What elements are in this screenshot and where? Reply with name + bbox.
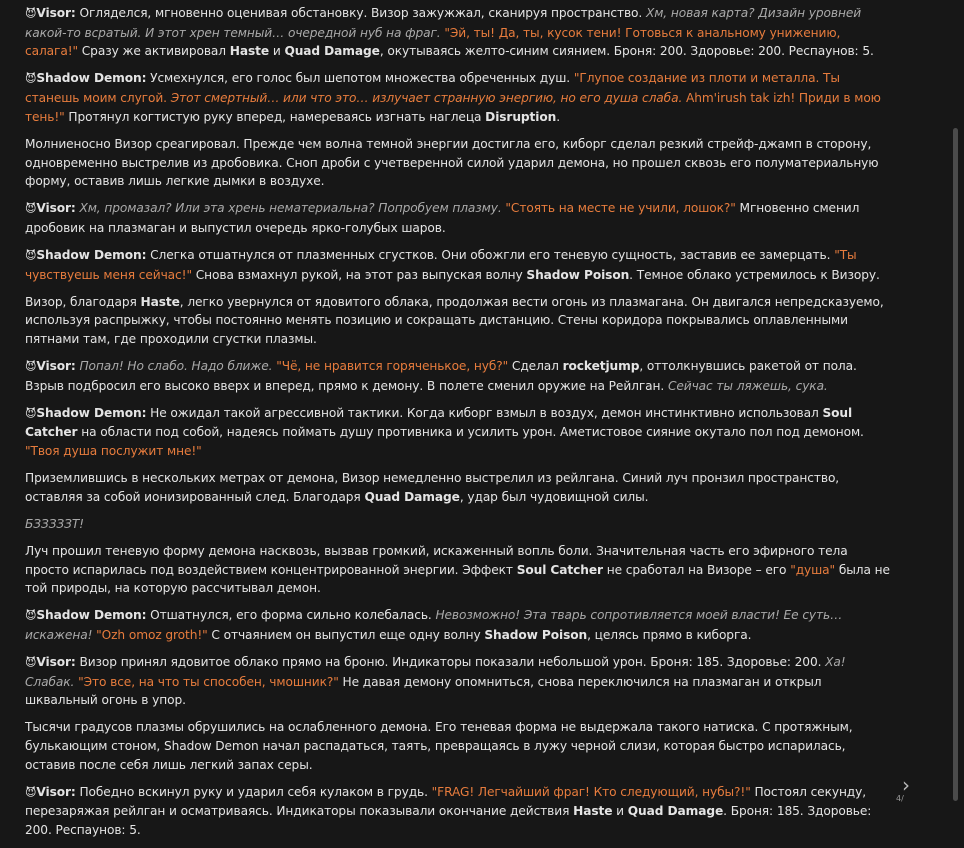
- narration-text: Сразу же активировал: [78, 44, 230, 59]
- narration-text: , удар был чудовищной силы.: [459, 489, 649, 504]
- demon-avatar-icon: 😈: [25, 609, 37, 623]
- bold-term: Haste: [573, 804, 613, 819]
- thought-text: БЗЗЗЗЗТ!: [25, 516, 84, 531]
- visor-avatar-icon: 😈: [25, 785, 37, 799]
- narration-text: Огляделся, мгновенно оценивая обстановку. Визор зажужжал, сканируя пространство.: [75, 6, 646, 20]
- speaker-name: Shadow Demon:: [36, 71, 147, 86]
- story-paragraph: [25, 199, 895, 237]
- demon-avatar-icon: 😈: [25, 406, 37, 420]
- chevron-right-icon[interactable]: ›: [902, 773, 910, 797]
- narration-text: была не той природы, на которую рассчитывал демон.: [25, 562, 890, 596]
- thought-text: Попал! Но слабо. Надо ближе.: [79, 359, 273, 374]
- scrollbar-thumb[interactable]: [953, 128, 958, 801]
- narration-text: Тысячи градусов плазмы обрушились на ослабленного демона. Его теневая форма не выдержала такого натиска. С протяжным, булькающим стоном, Shadow Demon начал распадаться, таять, превращаясь в лужу черной слизи, которая быстро испарилась, оставив после себя лишь легкий запах серы.: [25, 720, 853, 772]
- narration-text: и: [269, 44, 285, 59]
- narration-text: , легко увернулся от ядовитого облака, продолжая вести огонь из плазмагана. Он двигался непредсказуемо, используя распрыжку, чтобы постоянно менять позицию и сокращать дистанцию. Стены коридора покрывались оплавленными пятнами там, где проходили сгустки плазмы.: [25, 294, 884, 347]
- speaker-name: Shadow Demon:: [36, 247, 147, 262]
- narration-text: Снова взмахнул рукой, на этот раз выпуская волну: [191, 267, 527, 282]
- narration-text: не сработал на Визоре – его: [602, 562, 791, 577]
- narration-text: Усмехнулся, его голос был шепотом множества обреченных душ.: [146, 71, 574, 86]
- narration-text: Не давая демону опомниться, снова переключился на плазмаган и открыл шквальный огонь в упор.: [25, 674, 822, 708]
- narration-text: Победно вскинул руку и ударил себя кулаком в грудь.: [75, 784, 432, 799]
- thought-text: Сейчас ты ляжешь, сука.: [667, 378, 828, 393]
- narration-text: , оттолкнувшись ракетой от пола. Взрыв подбросил его высоко вверх и вперед, прямо к демону. В полете сменил оружие на Рейлган.: [25, 359, 857, 393]
- dialogue-quote-italic: Этот смертный… или что это… излучает странную энергию, но его душа слаба.: [170, 91, 683, 106]
- narration-text: Приземлившись в нескольких метрах от демона, Визор немедленно выстрелил из рейлгана. Синий луч пронзил пространство, оставляя за собой ионизированный след. Благодаря: [25, 471, 840, 504]
- scrollbar[interactable]: [951, 0, 964, 801]
- bold-term: Quad Damage: [627, 804, 724, 819]
- narration-text: Слегка отшатнулся от плазменных сгустков. Они обожгли его теневую сущность, заставив ее замерцать.: [146, 247, 835, 262]
- thought-text: Невозможно! Эта тварь сопротивляется моей власти! Ее суть… искажена!: [25, 608, 843, 642]
- narration-text: Мгновенно сменил дробовик на плазмаган и выпустил очередь ярко-голубых шаров.: [25, 201, 860, 235]
- story-paragraph: [25, 606, 895, 644]
- story-content: [25, 4, 895, 848]
- narration-text: . Броня: 185. Здоровье: 200. Респаунов: 5.: [25, 804, 872, 838]
- dialogue-quote: "душа": [790, 562, 836, 577]
- narration-text: Протянул когтистую руку вперед, намереваясь изгнать наглеца: [64, 109, 486, 124]
- bold-term: rocketjump: [562, 359, 640, 374]
- story-paragraph: [25, 515, 895, 534]
- narration-text: Не ожидал такой агрессивной тактики. Когда киборг взмыл в воздух, демон инстинктивно использовал: [146, 405, 823, 420]
- demon-avatar-icon: 😈: [25, 72, 37, 86]
- thought-text: Ха! Слабак.: [25, 654, 846, 689]
- bold-term: Quad Damage: [364, 489, 460, 504]
- narration-text: С отчаянием он выпустил еще одну волну: [207, 627, 485, 642]
- dialogue-quote: "Эй, ты! Да, ты, кусок тени! Готовься к анальному унижению, салага!": [25, 25, 841, 59]
- dialogue-quote: "Твоя душа послужит мне!": [25, 444, 202, 459]
- narration-text: Визор, благодаря: [25, 294, 141, 309]
- story-paragraph: [25, 135, 895, 191]
- narration-text: Визор принял ядовитое облако прямо на броню. Индикаторы показали небольшой урон. Броня: 185. Здоровье: 200.: [75, 654, 826, 669]
- bold-term: Quad Damage: [284, 44, 380, 59]
- dialogue-quote: "FRAG! Легчайший фраг! Кто следующий, нубы?!": [431, 784, 751, 799]
- bold-term: Shadow Poison: [526, 267, 630, 282]
- dialogue-quote: "Глупое создание из плоти и металла. Ты станешь моим слугой.: [25, 71, 840, 106]
- narration-text: Луч прошил теневую форму демона насквозь, вызвав громкий, искаженный вопль боли. Значительная часть его эфирного тела просто испарилась под воздействием концентрированной энергии. Эффект: [25, 543, 848, 577]
- speaker-name: Visor:: [36, 784, 76, 799]
- dialogue-quote: "Это все, на что ты способен, чмошник?": [78, 674, 339, 689]
- narration-text: Молниеносно Визор среагировал. Прежде чем волна темной энергии достигла его, киборг сделал резкий стрейф-джамп в сторону, одновременно выстрелив из дробовика. Сноп дроби с учетверенной силой ударил демона, но прошел сквозь его полуматериальную форму, оставив лишь легкие дымки в воздухе.: [25, 136, 879, 189]
- story-paragraph: [25, 4, 895, 61]
- narration-text: . Темное облако устремилось к Визору.: [629, 267, 880, 282]
- visor-avatar-icon: 😈: [25, 7, 37, 20]
- thought-text: Хм, новая карта? Дизайн уровней какой-то всратый. И этот хрен темный… очередной нуб на фраг.: [25, 6, 862, 40]
- story-paragraph: [25, 469, 895, 506]
- speaker-name: Visor:: [36, 201, 76, 216]
- speaker-name: Visor:: [36, 654, 76, 669]
- narration-text: Постоял секунду, перезаряжая рейлган и осматриваясь. Индикаторы показывали окончание действия: [25, 784, 867, 819]
- demon-avatar-icon: 😈: [25, 248, 37, 262]
- dialogue-quote: "Ozh omoz groth!": [96, 627, 208, 642]
- bold-term: Haste: [229, 44, 270, 59]
- narration-text: на области под собой, надеясь поймать душу противника и усилить урон. Аметистовое сияние окутало пол под демоном.: [77, 425, 864, 440]
- bold-term: Shadow Poison: [484, 627, 588, 642]
- story-paragraph: [25, 404, 895, 461]
- story-paragraph: [25, 246, 895, 284]
- story-paragraph: [25, 69, 895, 126]
- bold-term: Disruption: [485, 109, 557, 124]
- narration-text: .: [556, 109, 560, 124]
- narration-text: Отшатнулся, его форма сильно колебалась.: [146, 608, 436, 623]
- narration-text: и: [612, 804, 628, 819]
- visor-avatar-icon: 😈: [25, 202, 37, 216]
- story-paragraph: [25, 293, 895, 349]
- narration-text: , целясь прямо в киборга.: [587, 627, 752, 642]
- dialogue-quote: "Ты чувствуешь меня сейчас!": [25, 247, 857, 282]
- story-paragraph: [25, 542, 895, 598]
- dialogue-quote: "Чё, не нравится горяченькое, нуб?": [276, 359, 509, 374]
- speaker-name: Visor:: [36, 6, 76, 20]
- speaker-name: Shadow Demon:: [36, 608, 147, 623]
- story-paragraph: [25, 653, 895, 710]
- visor-avatar-icon: 😈: [25, 360, 37, 374]
- page-indicator: 4/: [896, 794, 904, 803]
- speaker-name: Visor:: [36, 359, 76, 374]
- dialogue-quote: "Стоять на месте не учили, лошок?": [505, 201, 736, 216]
- story-paragraph: [25, 718, 895, 774]
- bold-term: Soul Catcher: [516, 562, 603, 577]
- narration-text: , окутываясь желто-синим сиянием. Броня: 200. Здоровье: 200. Респаунов: 5.: [379, 44, 874, 59]
- narration-text: Сделал: [508, 359, 563, 374]
- thought-text: Хм, промазал? Или эта хрень нематериальна? Попробуем плазму.: [79, 201, 502, 216]
- story-paragraph: [25, 783, 895, 840]
- visor-avatar-icon: 😈: [25, 655, 37, 669]
- bold-term: Soul Catcher: [25, 405, 853, 440]
- speaker-name: Shadow Demon:: [36, 405, 147, 420]
- bold-term: Haste: [140, 294, 180, 309]
- dialogue-quote: Ahm'irush tak izh! Приди в мою тень!": [25, 91, 881, 124]
- story-paragraph: [25, 357, 895, 395]
